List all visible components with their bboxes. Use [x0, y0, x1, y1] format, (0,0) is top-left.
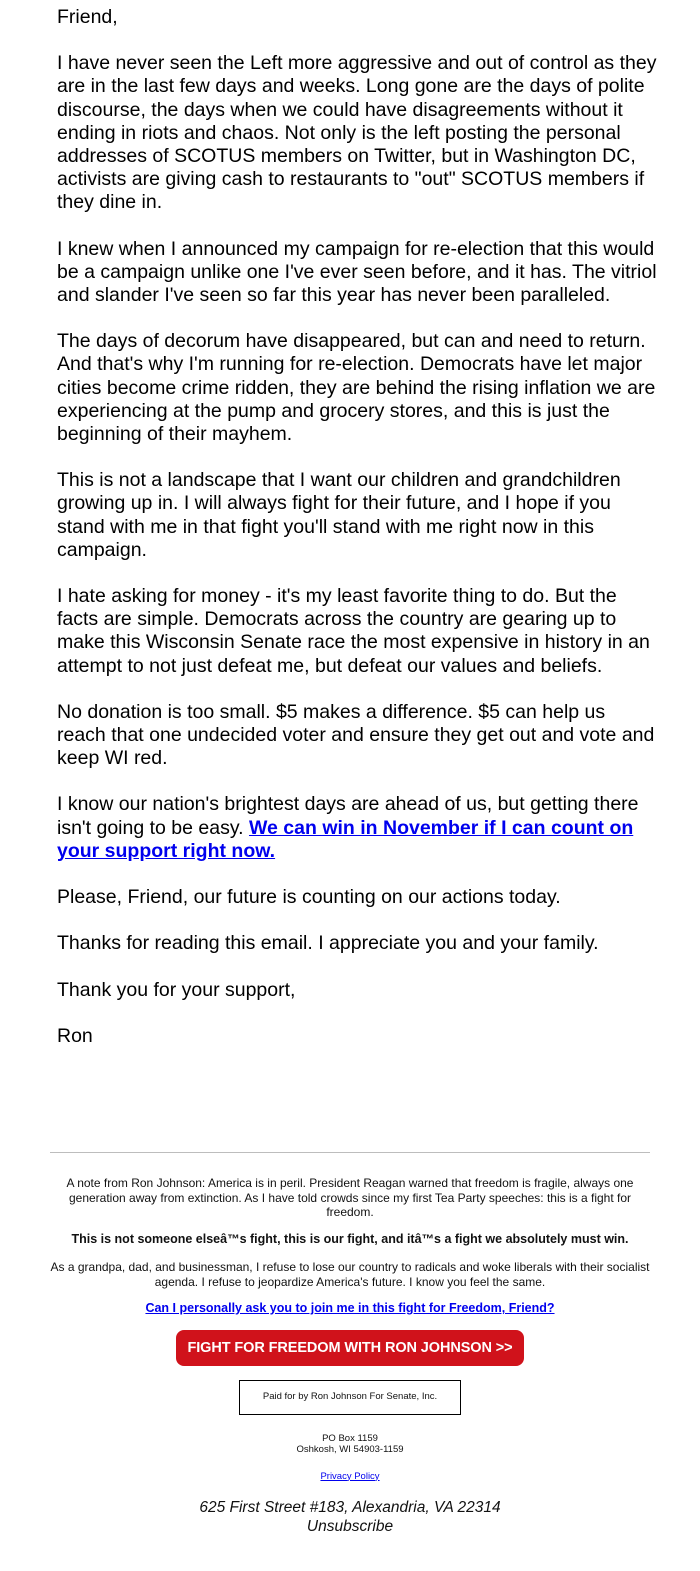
paid-box-wrapper	[50, 1366, 650, 1415]
paragraph-brightest-days	[57, 793, 657, 863]
city-state-zip: Oshkosh, WI 54903-1159	[296, 1443, 404, 1455]
footer	[50, 1176, 650, 1536]
paragraph-left-aggressive: I have never seen the Left more aggressive and out of control as they are in the last few days and weeks. Long gone are the days of polite discourse, the days when we could have disagreements without it ending in riots and chaos. Not only is the left posting the personal addresses of SCOTUS members on Twitter, but in Washington DC, activists are giving cash to restaurants to "out" SCOTUS members if they dine in.	[57, 52, 657, 214]
cta-wrapper	[50, 1330, 650, 1367]
footer-note: A note from Ron Johnson: America is in peril. President Reagan warned that freedom is fragile, always one generation away from extinction. As I have told crowds since my first Tea Party speeches: this is a fight for freedom.	[66, 1176, 634, 1219]
email-body	[57, 6, 657, 1071]
brightest-days-text: I know our nation's brightest days are ahead of us, but getting there isn't going to be easy.	[57, 793, 639, 839]
paragraph-landscape: This is not a landscape that I want our children and grandchildren growing up in. I will always fight for their future, and I hope if you stand with me in that fight you'll stand with me right now in this campaign.	[57, 469, 621, 561]
footer-bold-line: This is not someone elseâ™s fight, this is our fight, and itâ™s a fight we absolutely must win.	[71, 1231, 629, 1246]
street-address: 625 First Street #183, Alexandria, VA 22314	[199, 1499, 501, 1516]
footer-divider	[50, 1152, 650, 1153]
ask-line	[50, 1301, 650, 1316]
unsubscribe-link[interactable]: Unsubscribe	[306, 1517, 394, 1535]
fight-for-freedom-button[interactable]: FIGHT FOR FREEDOM WITH RON JOHNSON >>	[176, 1330, 525, 1367]
paragraph-money: I hate asking for money - it's my least favorite thing to do. But the facts are simple. Democrats across the country are gearing up to make this Wisconsin Senate race the most expensive in history in an attempt to not just defeat me, but defeat our values and beliefs.	[57, 585, 650, 677]
signature: Ron	[57, 1024, 93, 1047]
po-box: PO Box 1159	[322, 1432, 378, 1444]
support-link[interactable]: We can win in November if I can count on your support right now.	[57, 816, 634, 862]
mailing-address	[50, 1433, 650, 1455]
join-fight-link[interactable]: Can I personally ask you to join me in this fight for Freedom, Friend?	[145, 1301, 555, 1315]
privacy-line	[50, 1470, 650, 1485]
paragraph-donation: No donation is too small. $5 makes a difference. $5 can help us reach that one undecided voter and ensure they get out and vote and keep WI red.	[57, 700, 655, 770]
privacy-policy-link[interactable]: Privacy Policy	[320, 1470, 380, 1482]
paragraph-thanks: Thanks for reading this email. I appreciate you and your family.	[57, 932, 599, 955]
closing: Thank you for your support,	[57, 978, 296, 1001]
bottom-block	[50, 1499, 650, 1536]
paragraph-campaign: I knew when I announced my campaign for re-election that this would be a campaign unlike one I've ever seen before, and it has. The vitriol and slander I've seen so far this year has never been paralleled.	[57, 237, 657, 307]
paid-for-box: Paid for by Ron Johnson For Senate, Inc.	[239, 1380, 461, 1415]
paragraph-please: Please, Friend, our future is counting on our actions today.	[57, 886, 561, 909]
paragraph-decorum: The days of decorum have disappeared, but can and need to return. And that's why I'm running for re-election. Democrats have let major cities become crime ridden, they are behind the rising inflation we are experiencing at the pump and grocery stores, and this is just the beginning of their mayhem.	[57, 330, 656, 446]
footer-grandpa: As a grandpa, dad, and businessman, I refuse to lose our country to radicals and woke liberals with their socialist agenda. I refuse to jeopardize America's future. I know you feel the same.	[50, 1260, 650, 1289]
greeting: Friend,	[57, 6, 118, 28]
